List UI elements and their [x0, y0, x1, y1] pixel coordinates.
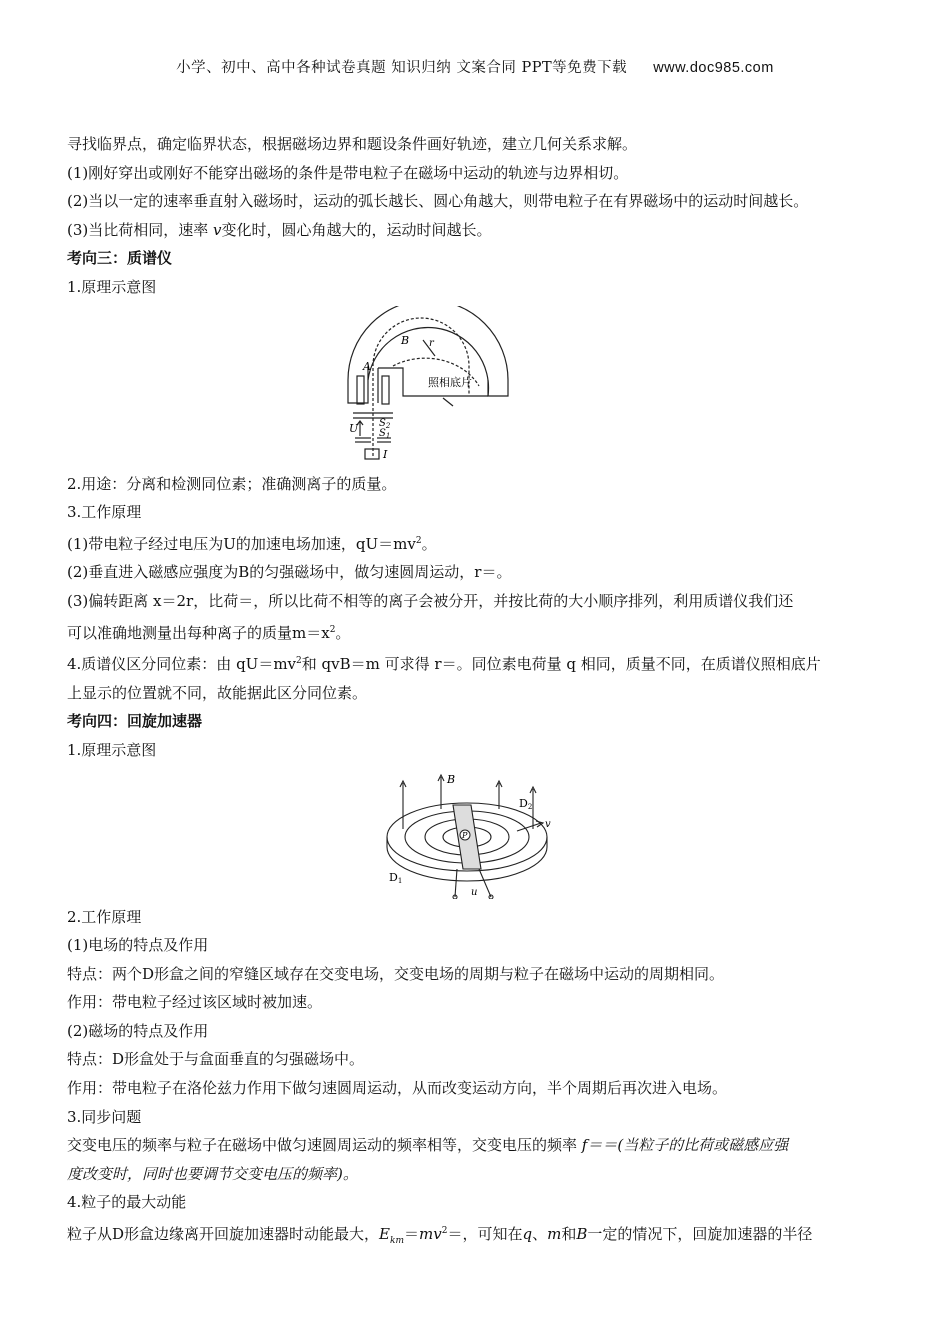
- header-site-link[interactable]: www.doc985.com: [653, 60, 774, 76]
- svg-text:P: P: [462, 830, 468, 840]
- section3-principle-3a: (3)偏转距离 x＝2r，比荷＝，所以比荷不相等的离子会被分开，并按比荷的大小顺序排列，利用质谱仪我们还: [67, 591, 794, 610]
- section4-item-2: 2.工作原理: [67, 907, 142, 926]
- cyclotron-figure: [367, 769, 567, 899]
- svg-text:D1: D1: [389, 870, 403, 885]
- magnetic-field-title: (2)磁场的特点及作用: [67, 1021, 209, 1040]
- svg-text:照相底片: 照相底片: [428, 375, 472, 389]
- intro-line-2: (1)刚好穿出或刚好不能穿出磁场的条件是带电粒子在磁场中运动的轨迹与边界相切。: [67, 163, 629, 182]
- electric-field-feature: 特点：两个D形盒之间的窄缝区域存在交变电场，交变电场的周期与粒子在磁场中运动的周期相同。: [67, 964, 725, 983]
- svg-text:B: B: [447, 772, 456, 786]
- header-text: 小学、初中、高中各种试卷真题 知识归纳 文案合同 PPT等免费下载: [176, 60, 628, 76]
- section3-item-1: 1.原理示意图: [67, 277, 157, 296]
- mass-spectrometer-figure: [343, 306, 513, 466]
- magnetic-field-effect: 作用：带电粒子在洛伦兹力作用下做匀速圆周运动，从而改变运动方向，半个周期后再次进入电场。: [67, 1079, 728, 1098]
- section3-item-4a: 4.质谱仪区分同位素：由 $qU=mv^2$和 qvB＝m 可求得 r＝。同位素电荷量 q 相同，质量不同，在质谱仪照相底片: [67, 655, 821, 674]
- max-kinetic-energy-line: 粒子从D形盒边缘离开回旋加速器时动能最大，$E_{km}=mv^2=$，可知在q、m和B一定的情况下，回旋加速器的半径: [67, 1225, 813, 1247]
- intro-line-1: 寻找临界点，确定临界状态，根据磁场边界和题设条件画好轨迹，建立几何关系求解。: [67, 135, 638, 153]
- magnetic-field-feature: 特点：D形盒处于与盒面垂直的匀强磁场中。: [67, 1050, 365, 1069]
- svg-text:r: r: [429, 337, 434, 349]
- svg-text:v: v: [545, 818, 551, 830]
- section3-principle-1: (1)带电粒子经过电压为U的加速电场加速，$qU=mv^2$。: [67, 534, 437, 553]
- section3-item-2: 2.用途：分离和检测同位素；准确测离子的质量。: [67, 474, 397, 493]
- svg-text:S2: $S_2$: [379, 417, 391, 430]
- section3-item-3: 3.工作原理: [67, 503, 142, 522]
- intro-line-4: (3)当比荷相同，速率 v变化时，圆心角越大的，运动时间越长。: [67, 220, 492, 239]
- svg-text:I: I: [383, 447, 388, 461]
- section3-principle-3b: 可以准确地测量出每种离子的质量$m=x^2$。: [67, 623, 351, 642]
- section4-title: 考向四：回旋加速器: [67, 712, 203, 731]
- svg-text:D2: D2: [519, 796, 533, 811]
- electric-field-effect: 作用：带电粒子经过该区域时被加速。: [67, 993, 323, 1012]
- intro-line-3: (2)当以一定的速率垂直射入磁场时，运动的弧长越长、圆心角越大，则带电粒子在有界磁场中的运动时间越长。: [67, 192, 809, 211]
- section4-item-3: 3.同步问题: [67, 1107, 142, 1126]
- svg-text:U: U: [349, 421, 359, 435]
- document-body: [67, 130, 893, 1256]
- sync-line-1: 交变电压的频率与粒子在磁场中做匀速圆周运动的频率相等，交变电压的频率 f＝＝(当粒子的比荷或磁感应强: [67, 1136, 789, 1155]
- sync-line-2: 度改变时，同时也要调节交变电压的频率)。: [67, 1164, 358, 1183]
- svg-text:u: u: [471, 886, 478, 898]
- section4-item-4: 4.粒子的最大动能: [67, 1193, 187, 1212]
- page-header: [0, 56, 950, 77]
- electric-field-title: (1)电场的特点及作用: [67, 936, 209, 955]
- section3-title: 考向三：质谱仪: [67, 249, 173, 268]
- section4-item-1: 1.原理示意图: [67, 740, 157, 759]
- section3-principle-2: (2)垂直进入磁感应强度为B的匀强磁场中，做匀速圆周运动，r＝。: [67, 563, 512, 582]
- svg-text:A: A: [363, 359, 371, 373]
- svg-text:B: B: [401, 333, 410, 347]
- section3-item-4b: 上显示的位置就不同，故能据此区分同位素。: [67, 683, 368, 702]
- svg-text:S1: $S_1$: [379, 427, 391, 440]
